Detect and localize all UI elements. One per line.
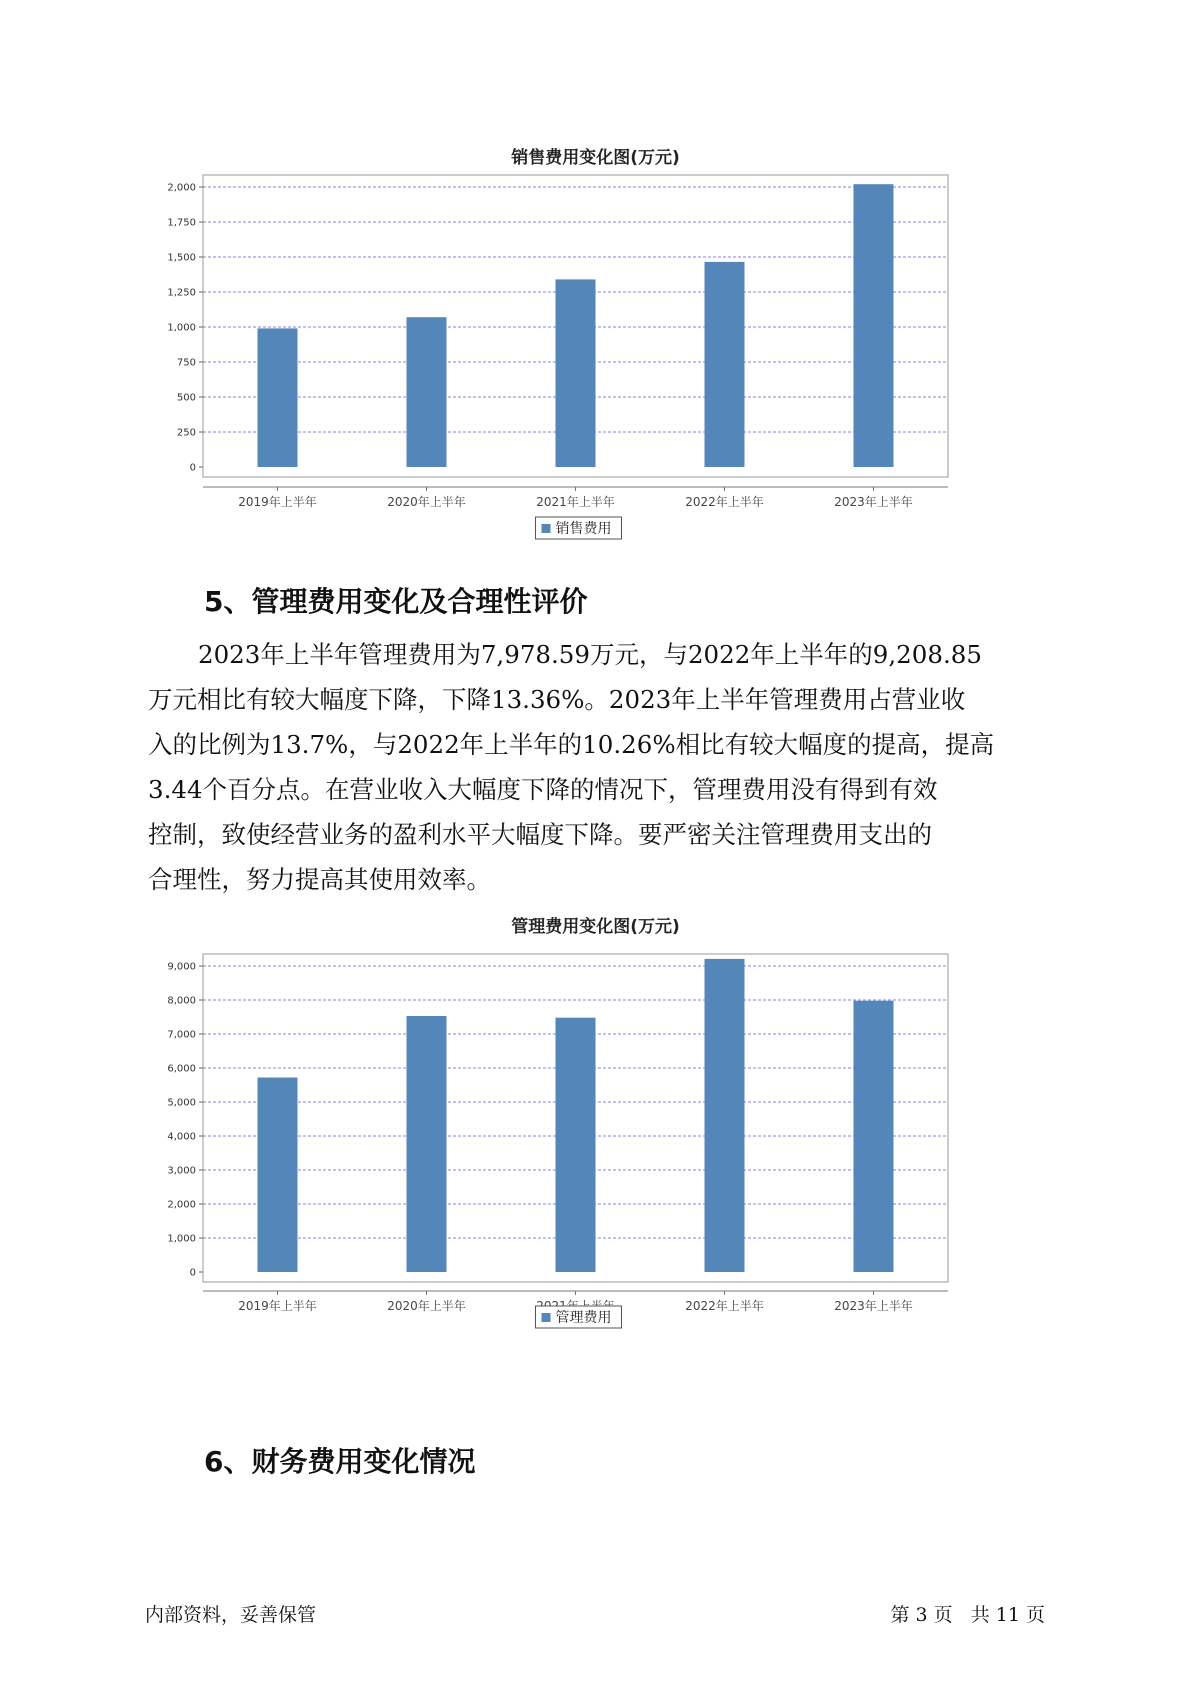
y-tick-label: 0 <box>189 462 196 474</box>
x-tick-label: 2023年上半年 <box>834 1299 913 1313</box>
x-tick-label: 2022年上半年 <box>685 495 764 509</box>
y-tick-label: 1,250 <box>167 287 196 299</box>
legend-swatch <box>542 1313 551 1322</box>
y-tick-label: 1,750 <box>167 217 196 229</box>
bar <box>407 317 447 467</box>
y-tick-label: 3,000 <box>167 1165 196 1177</box>
bar <box>556 1018 596 1272</box>
bar <box>556 279 596 467</box>
footer-page-number: 第 3 页 共 11 页 <box>890 1604 1045 1626</box>
x-tick-label: 2021年上半年 <box>536 495 615 509</box>
bar <box>705 959 745 1272</box>
y-tick-label: 750 <box>176 357 196 369</box>
y-tick-label: 500 <box>176 392 196 404</box>
section-6-heading: 6、财务费用变化情况 <box>204 1445 476 1478</box>
y-tick-label: 1,000 <box>167 322 196 334</box>
paragraph-line: 2023年上半年管理费用为7,978.59万元，与2022年上半年的9,208.85 <box>198 640 982 669</box>
paragraph-line: 合理性，努力提高其使用效率。 <box>148 865 491 894</box>
paragraph-line: 万元相比有较大幅度下降，下降13.36%。2023年上半年管理费用占营业收 <box>148 685 966 714</box>
section-5-heading: 5、管理费用变化及合理性评价 <box>204 585 588 618</box>
y-tick-label: 9,000 <box>167 961 196 973</box>
admin-chart-title: 管理费用变化图(万元) <box>511 917 680 937</box>
bar <box>854 184 894 467</box>
footer-confidential-note: 内部资料，妥善保管 <box>145 1604 317 1626</box>
y-tick-label: 2,000 <box>167 1199 196 1211</box>
y-tick-label: 1,500 <box>167 252 196 264</box>
y-tick-label: 1,000 <box>167 1233 196 1245</box>
y-tick-label: 0 <box>189 1267 196 1279</box>
paragraph-line: 3.44个百分点。在营业收入大幅度下降的情况下，管理费用没有得到有效 <box>148 775 938 804</box>
sales-chart-title: 销售费用变化图(万元) <box>511 148 680 168</box>
y-tick-label: 2,000 <box>167 182 196 194</box>
x-tick-label: 2019年上半年 <box>238 495 317 509</box>
x-tick-label: 2019年上半年 <box>238 1299 317 1313</box>
sales-expense-chart <box>160 165 960 550</box>
paragraph-line: 入的比例为13.7%，与2022年上半年的10.26%相比有较大幅度的提高，提高 <box>148 730 995 759</box>
paragraph-line: 控制，致使经营业务的盈利水平大幅度下降。要严密关注管理费用支出的 <box>148 820 932 849</box>
legend-label: 管理费用 <box>555 1310 612 1326</box>
y-tick-label: 7,000 <box>167 1029 196 1041</box>
bar <box>258 1078 298 1272</box>
legend-label: 销售费用 <box>555 521 612 537</box>
x-tick-label: 2023年上半年 <box>834 495 913 509</box>
y-tick-label: 250 <box>176 427 196 439</box>
y-tick-label: 5,000 <box>167 1097 196 1109</box>
x-tick-label: 2020年上半年 <box>387 1299 466 1313</box>
section-5-paragraph <box>148 632 1048 902</box>
bar <box>705 262 745 467</box>
x-tick-label: 2020年上半年 <box>387 495 466 509</box>
y-tick-label: 6,000 <box>167 1063 196 1075</box>
legend-swatch <box>542 524 551 533</box>
bar <box>258 328 298 467</box>
admin-expense-chart <box>160 940 960 1330</box>
bar <box>407 1016 447 1272</box>
y-tick-label: 4,000 <box>167 1131 196 1143</box>
y-tick-label: 8,000 <box>167 995 196 1007</box>
x-tick-label: 2022年上半年 <box>685 1299 764 1313</box>
bar <box>854 1001 894 1272</box>
